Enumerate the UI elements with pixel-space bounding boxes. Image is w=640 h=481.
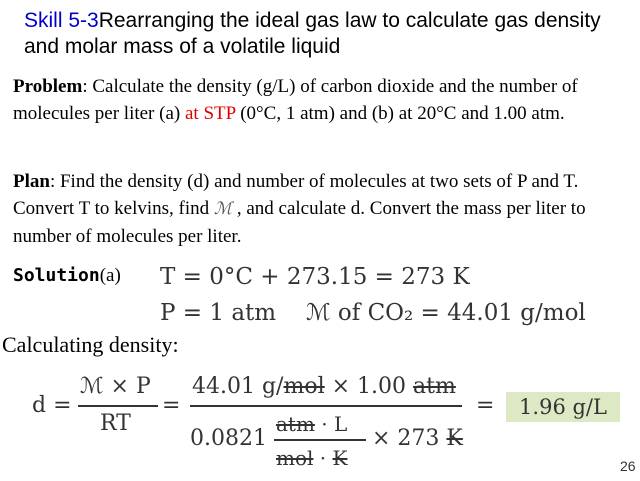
slide-title	[24, 8, 624, 60]
den-dot: ·	[313, 446, 333, 470]
plan-label: Plan	[13, 171, 50, 192]
equals-sign-1: =	[162, 393, 181, 418]
stp-highlight: at STP	[184, 103, 236, 124]
problem-text-1: : Calculate the density (g/L) of carbon dioxide and the number of molecules per liter (a)	[13, 76, 578, 124]
temp-value: × 273	[372, 426, 447, 451]
skill-label: Skill 5-3	[24, 9, 99, 32]
fraction1-numerator: ℳ × P	[80, 374, 151, 399]
pressure-equation: P = 1 atm	[160, 300, 277, 326]
den-liter: · L	[314, 412, 348, 436]
plan-paragraph	[13, 168, 633, 250]
problem-label: Problem	[13, 76, 83, 97]
num-mol-cancel: mol	[283, 374, 325, 399]
temperature-factor	[372, 426, 463, 451]
num-pressure: × 1.00	[324, 374, 414, 399]
density-lhs: d =	[32, 393, 72, 418]
fraction2-line	[190, 405, 462, 407]
molar-mass-symbol: ℳ	[213, 199, 233, 219]
den-k-cancel: K	[332, 446, 348, 470]
temperature-equation: T = 0°C + 273.15 = 273 K	[160, 264, 470, 290]
molar-mass-equation: ℳ of CO₂ = 44.01 g/mol	[306, 300, 586, 326]
gas-constant-value: 0.0821	[190, 426, 267, 451]
problem-text-2: (0°C, 1 atm) and (b) at 20°C and 1.00 atm.	[235, 103, 565, 124]
num-atm-cancel: atm	[413, 374, 456, 399]
fraction1-denominator: RT	[100, 411, 131, 436]
temp-k-cancel: K	[446, 426, 463, 451]
equals-sign-2: =	[476, 393, 495, 418]
solution-part: (a)	[99, 265, 121, 286]
page-number: 26	[620, 458, 636, 474]
den-atm-cancel: atm	[276, 412, 315, 436]
calculating-density-heading: Calculating density:	[2, 332, 179, 357]
num-mass: 44.01 g/	[192, 374, 284, 399]
gas-constant-units-top	[276, 412, 347, 436]
den-mol-cancel: mol	[276, 446, 314, 470]
title-text: Rearranging the ideal gas law to calculate gas density and molar mass of a volatile liquid	[24, 9, 601, 58]
fraction2-numerator	[192, 374, 456, 399]
plan-text-1: : Find the density (d) and number of molecules at two sets of P and T. Convert T to kelvins, find	[13, 171, 579, 219]
solution-heading	[13, 265, 121, 287]
density-answer: 1.96 g/L	[506, 392, 620, 422]
plan-text-2: , and calculate d. Convert the mass per liter to number of molecules per liter.	[13, 198, 586, 247]
gas-constant-units-bottom	[276, 446, 347, 470]
fraction1-line	[78, 405, 158, 407]
solution-label: Solution	[13, 265, 100, 286]
problem-paragraph	[13, 73, 633, 127]
unit-fraction-line	[274, 439, 366, 441]
